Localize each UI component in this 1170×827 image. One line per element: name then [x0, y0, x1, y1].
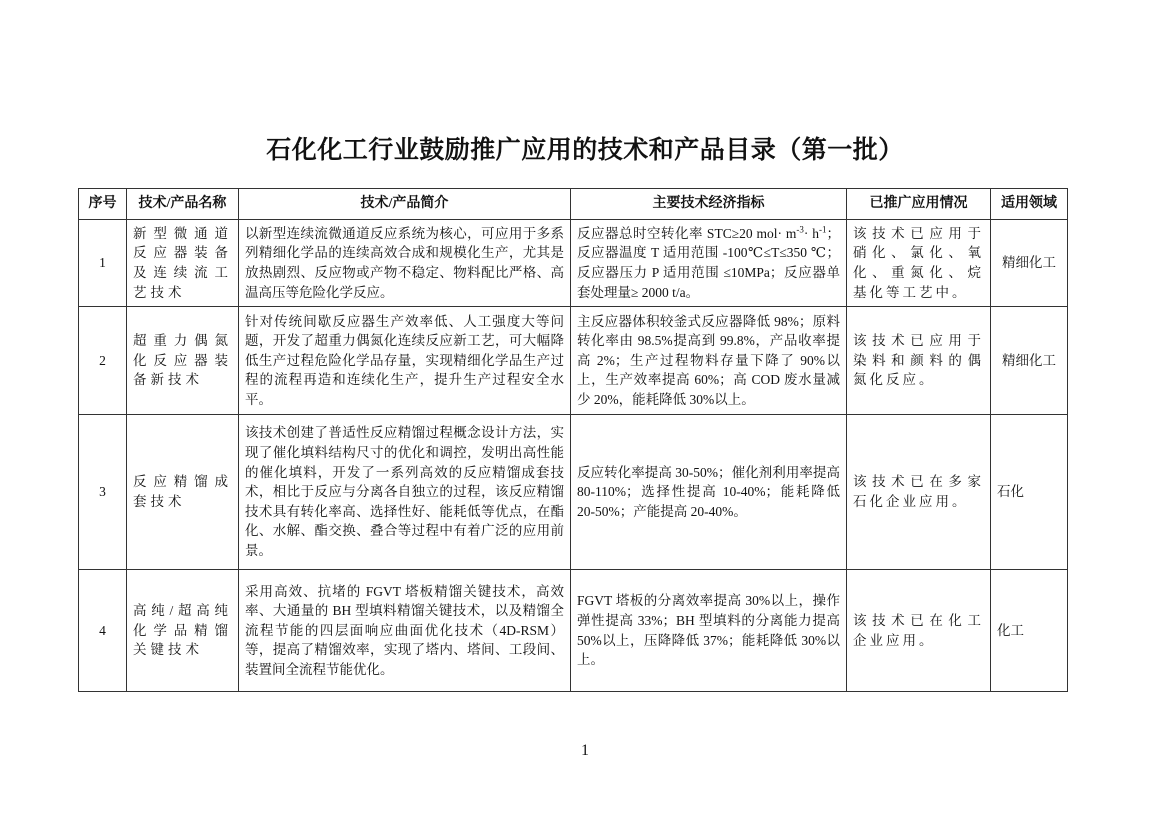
application-status: 该技术已在化工企业应用。	[847, 570, 991, 692]
tech-intro: 该技术创建了普适性反应精馏过程概念设计方法，实现了催化填料结构尺寸的优化和调控，发明出高性能的催化填料，开发了一系列高效的反应精馏成套技术，相比于反应与分离各自独立的过程，该反应精馏技术具有转化率高、选择性好、能耗低等优点，在酯化、水解、酯交换、叠合等过程中有着广泛的应用前景。	[239, 415, 571, 570]
indicator-text: · h	[803, 225, 820, 241]
application-status: 该技术已应用于染料和颜料的偶氮化反应。	[847, 307, 991, 415]
tech-name: 反应精馏成套技术	[127, 415, 239, 570]
table-header-row	[79, 189, 1068, 220]
row-number: 2	[79, 307, 127, 415]
tech-name: 超重力偶氮化反应器装备新技术	[127, 307, 239, 415]
tech-name: 高纯/超高纯化学品精馏关键技术	[127, 570, 239, 692]
technology-catalog-table	[78, 188, 1068, 692]
column-header-indicators: 主要技术经济指标	[571, 189, 847, 220]
table-row	[79, 220, 1068, 307]
page-title: 石化化工行业鼓励推广应用的技术和产品目录（第一批）	[266, 137, 904, 164]
tech-intro: 采用高效、抗堵的 FGVT 塔板精馏关键技术，高效率、大通量的 BH 型填料精馏关键技术，以及精馏全流程节能的四层面响应曲面优化技术（4D-RSM）等，提高了精馏效率，实现了塔内、塔间、工段间、装置间全流程节能优化。	[239, 570, 571, 692]
tech-indicators: 主反应器体积较釜式反应器降低 98%；原料转化率由 98.5%提高到 99.8%，产品收率提高 2%；生产过程物料存量下降了 90%以上，生产效率提高 60%；高 COD 废水量减少 20%，能耗降低 30%以上。	[571, 307, 847, 415]
application-field: 石化	[991, 415, 1068, 570]
row-number: 3	[79, 415, 127, 570]
application-field: 精细化工	[991, 307, 1068, 415]
application-field: 化工	[991, 570, 1068, 692]
tech-indicators: 反应转化率提高 30-50%；催化剂利用率提高 80-110%；选择性提高 10-40%；能耗降低 20-50%；产能提高 20-40%。	[571, 415, 847, 570]
tech-indicators	[571, 220, 847, 307]
row-number: 1	[79, 220, 127, 307]
application-field: 精细化工	[991, 220, 1068, 307]
table-row	[79, 415, 1068, 570]
indicator-text: 反应器总时空转化率 STC≥20 mol· m	[577, 225, 797, 241]
column-header-field: 适用领域	[991, 189, 1068, 220]
superscript: -1	[819, 224, 827, 235]
application-status: 该技术已在多家石化企业应用。	[847, 415, 991, 570]
application-status: 该技术已应用于硝化、氯化、氧化、重氮化、烷基化等工艺中。	[847, 220, 991, 307]
tech-indicators: FGVT 塔板的分离效率提高 30%以上，操作弹性提高 33%；BH 型填料的分离能力提高 50%以上，压降降低 37%；能耗降低 30%以上。	[571, 570, 847, 692]
tech-intro: 以新型连续流微通道反应系统为核心，可应用于多系列精细化学品的连续高效合成和规模化生产，尤其是放热剧烈、反应物或产物不稳定、物料配比严格、高温高压等危险化学反应。	[239, 220, 571, 307]
page-number: 1	[581, 742, 589, 759]
indicator-text: ；反应器温度 T 适用范围 -100℃≤T≤350 ℃；反应器压力 P 适用范围 ≤10MPa；反应器单套处理量≥ 2000 t/a。	[577, 225, 841, 300]
column-header-intro: 技术/产品简介	[239, 189, 571, 220]
column-header-name: 技术/产品名称	[127, 189, 239, 220]
column-header-no: 序号	[79, 189, 127, 220]
column-header-application: 已推广应用情况	[847, 189, 991, 220]
superscript: -3	[796, 224, 804, 235]
table-row	[79, 570, 1068, 692]
tech-name: 新型微通道反应器装备及连续流工艺技术	[127, 220, 239, 307]
tech-intro: 针对传统间歇反应器生产效率低、人工强度大等问题，开发了超重力偶氮化连续反应新工艺，可大幅降低生产过程危险化学品存量，实现精细化学品生产过程的流程再造和连续化生产，提升生产过程安全水平。	[239, 307, 571, 415]
row-number: 4	[79, 570, 127, 692]
table-row	[79, 307, 1068, 415]
